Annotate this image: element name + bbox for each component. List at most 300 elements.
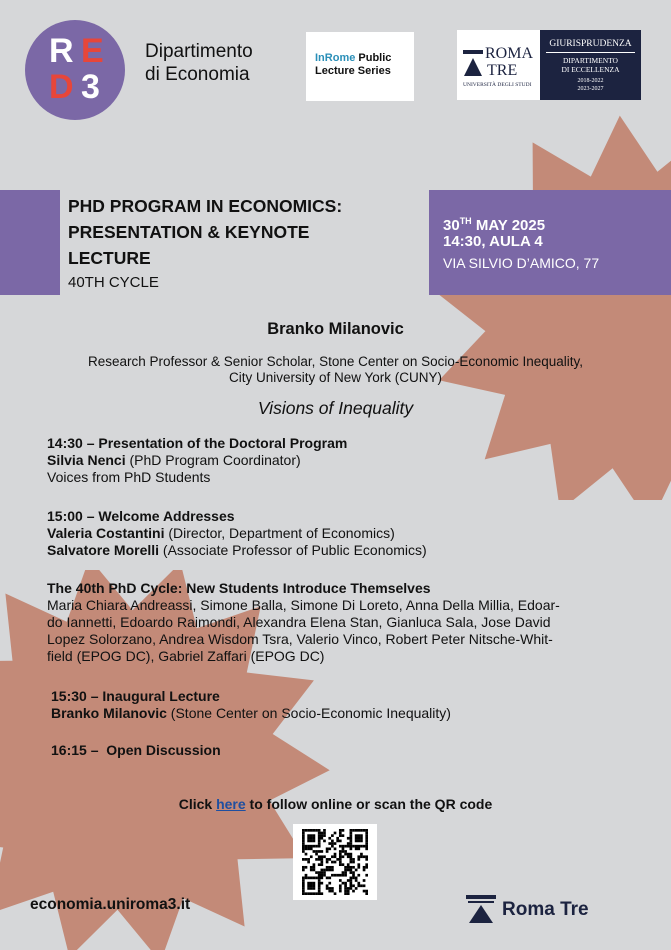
qr-module	[318, 882, 321, 885]
qr-module	[355, 837, 358, 840]
qr-module	[365, 866, 368, 869]
qr-module	[350, 840, 353, 843]
qr-module	[320, 882, 323, 885]
universita-text: UNIVERSITÀ DEGLI STUDI	[463, 82, 532, 88]
qr-module	[323, 832, 326, 835]
qr-module	[302, 832, 305, 835]
students-line: Lopez Solorzano, Andrea Wisdom Tsra, Valerio Vinco, Robert Peter Nitsche-Whit-	[47, 631, 553, 647]
qr-module	[313, 892, 316, 895]
qr-module	[347, 855, 350, 858]
qr-module	[342, 850, 345, 853]
qr-module	[360, 834, 363, 837]
qr-module	[326, 847, 329, 850]
qr-module	[307, 845, 310, 848]
qr-module	[323, 871, 326, 874]
qr-module	[305, 858, 308, 861]
qr-module	[350, 847, 353, 850]
qr-module	[313, 877, 316, 880]
qr-module	[305, 845, 308, 848]
qr-module	[350, 853, 353, 856]
qr-module	[339, 858, 342, 861]
qr-module	[339, 861, 342, 864]
qr-module	[320, 869, 323, 872]
qr-module	[344, 882, 347, 885]
qr-module	[326, 866, 329, 869]
session-inaugural-lecture	[51, 688, 451, 722]
qr-module	[363, 869, 366, 872]
qr-module	[344, 890, 347, 893]
qr-module	[350, 829, 353, 832]
qr-module	[339, 829, 342, 832]
roma-tre-building-icon	[466, 895, 496, 923]
qr-module	[357, 840, 360, 843]
qr-module	[355, 829, 358, 832]
qr-module	[320, 850, 323, 853]
qr-module	[350, 842, 353, 845]
qr-module	[315, 845, 318, 848]
qr-module	[310, 877, 313, 880]
qr-module	[350, 837, 353, 840]
session-person	[47, 542, 427, 559]
qr-module	[302, 887, 305, 890]
roma-tre-building-icon	[463, 50, 483, 76]
dipartimento-text: DIPARTIMENTO	[563, 56, 618, 65]
qr-module	[365, 842, 368, 845]
qr-module	[318, 834, 321, 837]
qr-module	[302, 890, 305, 893]
speaker-affiliation-line1: Research Professor & Senior Scholar, Stone Center on Socio-Economic Inequality,	[87, 354, 583, 369]
qr-module	[344, 892, 347, 895]
qr-module	[320, 855, 323, 858]
qr-module	[323, 834, 326, 837]
qr-module	[350, 877, 353, 880]
qr-module	[342, 863, 345, 866]
qr-module	[357, 847, 360, 850]
qr-module	[339, 834, 342, 837]
qr-module	[339, 890, 342, 893]
qr-module	[357, 863, 360, 866]
qr-module	[350, 866, 353, 869]
qr-module	[355, 845, 358, 848]
qr-module	[355, 879, 358, 882]
inrome-public: Public	[358, 52, 392, 64]
qr-module	[302, 837, 305, 840]
department-name-line2: di Economia	[145, 64, 250, 85]
qr-module	[331, 869, 334, 872]
qr-module	[318, 877, 321, 880]
qr-module	[334, 853, 337, 856]
qr-module	[318, 840, 321, 843]
qr-module	[307, 877, 310, 880]
session-note: Voices from PhD Students	[47, 469, 211, 485]
qr-module	[326, 877, 329, 880]
qr-module	[350, 855, 353, 858]
qr-module	[310, 869, 313, 872]
qr-module	[302, 847, 305, 850]
qr-module	[357, 874, 360, 877]
qr-module	[352, 877, 355, 880]
person-role: (Stone Center on Socio-Economic Inequality)	[166, 705, 451, 721]
qr-module	[352, 866, 355, 869]
qr-module	[339, 884, 342, 887]
talk-title: Visions of Inequality	[257, 398, 414, 418]
qr-module	[310, 884, 313, 887]
session-title: 15:30 – Inaugural Lecture	[51, 688, 220, 704]
qr-module	[339, 887, 342, 890]
qr-module	[305, 892, 308, 895]
qr-module	[350, 869, 353, 872]
qr-module	[313, 840, 316, 843]
qr-module	[328, 869, 331, 872]
qr-module	[355, 877, 358, 880]
event-date-day: 30	[443, 217, 460, 234]
qr-module	[344, 874, 347, 877]
qr-module	[350, 834, 353, 837]
qr-module	[328, 842, 331, 845]
qr-module	[365, 847, 368, 850]
qr-module	[334, 832, 337, 835]
qr-module	[344, 871, 347, 874]
qr-module	[318, 858, 321, 861]
logo-digit-3: 3	[81, 68, 100, 106]
qr-module	[357, 834, 360, 837]
session-open-discussion: 16:15 – Open Discussion	[51, 742, 221, 758]
students-line: Maria Chiara Andreassi, Simone Balla, Simone Di Loreto, Anna Della Millia, Edoar-	[47, 597, 560, 613]
qr-module	[305, 866, 308, 869]
session-doctoral-program	[47, 435, 347, 486]
program-title-line1: PHD PROGRAM IN ECONOMICS:	[68, 196, 343, 216]
qr-module	[320, 892, 323, 895]
qr-module	[357, 845, 360, 848]
qr-module	[305, 853, 308, 856]
qr-module	[350, 858, 353, 861]
program-title	[68, 193, 418, 271]
event-date-suffix: TH	[459, 216, 472, 226]
session-person	[51, 705, 451, 722]
qr-module	[313, 882, 316, 885]
qr-module	[352, 861, 355, 864]
qr-module	[331, 855, 334, 858]
qr-module	[344, 884, 347, 887]
qr-module	[347, 845, 350, 848]
qr-module	[310, 829, 313, 832]
logo-letter-e: E	[81, 32, 104, 70]
department-website[interactable]: economia.uniroma3.it	[30, 896, 191, 913]
qr-module	[310, 866, 313, 869]
students-line: field (EPOG DC), Gabriel Zaffari (EPOG DC)	[47, 648, 325, 664]
qr-module	[365, 890, 368, 893]
qr-module	[355, 834, 358, 837]
qr-module	[313, 837, 316, 840]
inrome-lecture-series-logo	[306, 32, 414, 101]
qr-module	[363, 866, 366, 869]
qr-module	[352, 858, 355, 861]
qr-module	[307, 847, 310, 850]
qr-module	[347, 863, 350, 866]
qr-module	[336, 840, 339, 843]
qr-module	[350, 845, 353, 848]
qr-module	[302, 840, 305, 843]
qr-module	[334, 861, 337, 864]
qr-module	[331, 890, 334, 893]
qr-module	[307, 882, 310, 885]
qr-code[interactable]	[293, 824, 377, 900]
qr-module	[326, 887, 329, 890]
qr-module	[363, 890, 366, 893]
qr-module	[318, 842, 321, 845]
qr-module	[331, 887, 334, 890]
banner-accent-left	[0, 190, 60, 295]
qr-module	[360, 840, 363, 843]
qr-module	[350, 871, 353, 874]
qr-module	[313, 884, 316, 887]
qr-module	[334, 855, 337, 858]
qr-module	[310, 834, 313, 837]
qr-module	[352, 845, 355, 848]
session-new-students	[47, 580, 560, 665]
qr-module	[302, 845, 305, 848]
qr-module	[328, 866, 331, 869]
qr-module	[360, 884, 363, 887]
qr-module	[360, 845, 363, 848]
qr-module	[365, 855, 368, 858]
session-title: 14:30 – Presentation of the Doctoral Program	[47, 435, 348, 451]
qr-module	[302, 834, 305, 837]
qr-module	[320, 874, 323, 877]
qr-module	[357, 829, 360, 832]
qr-module	[315, 871, 318, 874]
qr-module	[318, 832, 321, 835]
qr-module	[339, 850, 342, 853]
qr-module	[352, 890, 355, 893]
qr-module	[326, 884, 329, 887]
qr-module	[307, 892, 310, 895]
qr-module	[302, 882, 305, 885]
qr-module	[302, 842, 305, 845]
qr-module	[334, 847, 337, 850]
qr-module	[365, 840, 368, 843]
qr-module	[315, 892, 318, 895]
qr-module	[355, 887, 358, 890]
qr-module	[339, 853, 342, 856]
qr-module	[307, 884, 310, 887]
qr-module	[307, 834, 310, 837]
speaker-affiliation	[0, 354, 671, 386]
qr-module	[365, 845, 368, 848]
qr-module	[355, 847, 358, 850]
qr-module	[357, 882, 360, 885]
qr-module	[344, 850, 347, 853]
qr-module	[305, 829, 308, 832]
qr-module	[350, 861, 353, 864]
qr-module	[313, 866, 316, 869]
qr-module	[320, 832, 323, 835]
qr-module	[334, 874, 337, 877]
qr-module	[320, 834, 323, 837]
qr-module	[310, 887, 313, 890]
program-cycle: 40TH CYCLE	[68, 274, 159, 291]
person-role: (Director, Department of Economics)	[164, 525, 395, 541]
event-details-box	[429, 190, 671, 295]
qr-module	[360, 853, 363, 856]
qr-module	[305, 874, 308, 877]
qr-module	[347, 879, 350, 882]
event-address: VIA SILVIO D’AMICO, 77	[443, 255, 600, 271]
qr-module	[357, 866, 360, 869]
session-title: The 40th PhD Cycle: New Students Introduce Themselves	[47, 580, 431, 596]
qr-module	[344, 853, 347, 856]
qr-module	[350, 887, 353, 890]
online-instructions-post: to follow online or scan the QR code	[245, 796, 493, 812]
qr-module	[307, 837, 310, 840]
qr-module	[342, 834, 345, 837]
qr-module	[331, 845, 334, 848]
department-name	[145, 40, 253, 86]
qr-module	[318, 855, 321, 858]
qr-module	[365, 837, 368, 840]
person-name: Branko Milanovic	[51, 705, 167, 721]
qr-module	[318, 871, 321, 874]
qr-module	[347, 853, 350, 856]
qr-module	[342, 855, 345, 858]
person-name: Salvatore Morelli	[47, 542, 160, 558]
logo-letter-d: D	[49, 68, 74, 106]
qr-module	[323, 874, 326, 877]
qr-module	[326, 869, 329, 872]
event-date-rest: MAY 2025	[471, 217, 546, 234]
qr-module	[318, 845, 321, 848]
qr-module	[302, 892, 305, 895]
qr-module	[323, 829, 326, 832]
qr-module	[318, 887, 321, 890]
qr-module	[339, 832, 342, 835]
qr-module	[302, 877, 305, 880]
qr-module	[313, 869, 316, 872]
qr-module	[342, 847, 345, 850]
qr-module	[363, 884, 366, 887]
qr-module	[347, 866, 350, 869]
qr-module	[307, 829, 310, 832]
qr-module	[318, 890, 321, 893]
qr-module	[328, 847, 331, 850]
qr-module	[344, 866, 347, 869]
program-title-line2: PRESENTATION & KEYNOTE	[68, 222, 310, 242]
qr-module	[360, 855, 363, 858]
qr-module	[365, 829, 368, 832]
roma-text: ROMA	[485, 45, 534, 62]
qr-module	[363, 879, 366, 882]
qr-module	[347, 890, 350, 893]
qr-module	[344, 845, 347, 848]
qr-module	[352, 829, 355, 832]
qr-module	[350, 879, 353, 882]
qr-module	[363, 855, 366, 858]
qr-module	[347, 892, 350, 895]
qr-module	[318, 879, 321, 882]
qr-module	[305, 877, 308, 880]
qr-module	[302, 858, 305, 861]
qr-module	[350, 882, 353, 885]
qr-module	[313, 863, 316, 866]
qr-module	[334, 842, 337, 845]
eccellenza-text: DI ECCELLENZA	[561, 65, 620, 74]
qr-module	[320, 861, 323, 864]
qr-module	[328, 882, 331, 885]
qr-module	[315, 850, 318, 853]
qr-module	[307, 840, 310, 843]
qr-module	[302, 866, 305, 869]
qr-module	[331, 834, 334, 837]
qr-module	[357, 884, 360, 887]
session-person	[47, 525, 427, 542]
years-2023-2027: 2023-2027	[577, 86, 604, 92]
qr-module	[313, 829, 316, 832]
qr-module	[328, 890, 331, 893]
qr-module	[302, 879, 305, 882]
roma-tre-giurisprudenza-logo	[457, 30, 641, 100]
online-link[interactable]: here	[216, 796, 246, 812]
qr-module	[313, 845, 316, 848]
qr-module	[331, 874, 334, 877]
qr-module	[334, 892, 337, 895]
qr-module	[342, 882, 345, 885]
event-time-room: 14:30, AULA 4	[443, 233, 543, 250]
qr-module	[331, 866, 334, 869]
inrome-highlight: InRome	[315, 52, 356, 64]
qr-module	[326, 850, 329, 853]
qr-code-pattern	[302, 829, 368, 895]
qr-module	[326, 858, 329, 861]
session-welcome	[47, 508, 427, 559]
qr-module	[310, 845, 313, 848]
qr-module	[320, 858, 323, 861]
person-name: Silvia Nenci	[47, 452, 126, 468]
qr-module	[339, 863, 342, 866]
qr-module	[357, 858, 360, 861]
qr-module	[302, 829, 305, 832]
qr-module	[352, 884, 355, 887]
qr-module	[339, 879, 342, 882]
qr-module	[339, 855, 342, 858]
qr-module	[365, 892, 368, 895]
qr-module	[331, 842, 334, 845]
qr-module	[365, 858, 368, 861]
qr-module	[318, 863, 321, 866]
qr-module	[339, 874, 342, 877]
program-title-line3: LECTURE	[68, 248, 151, 268]
qr-module	[328, 837, 331, 840]
qr-module	[355, 869, 358, 872]
qr-module	[302, 850, 305, 853]
qr-module	[320, 837, 323, 840]
qr-module	[350, 884, 353, 887]
qr-module	[326, 861, 329, 864]
qr-module	[318, 850, 321, 853]
qr-module	[328, 858, 331, 861]
qr-module	[302, 884, 305, 887]
qr-module	[365, 863, 368, 866]
session-person	[47, 452, 347, 469]
qr-module	[347, 837, 350, 840]
department-name-line1: Dipartimento	[145, 41, 253, 62]
qr-module	[315, 829, 318, 832]
qr-module	[360, 829, 363, 832]
qr-module	[342, 871, 345, 874]
qr-module	[310, 840, 313, 843]
qr-module	[355, 840, 358, 843]
online-instructions	[0, 796, 671, 812]
qr-module	[352, 874, 355, 877]
